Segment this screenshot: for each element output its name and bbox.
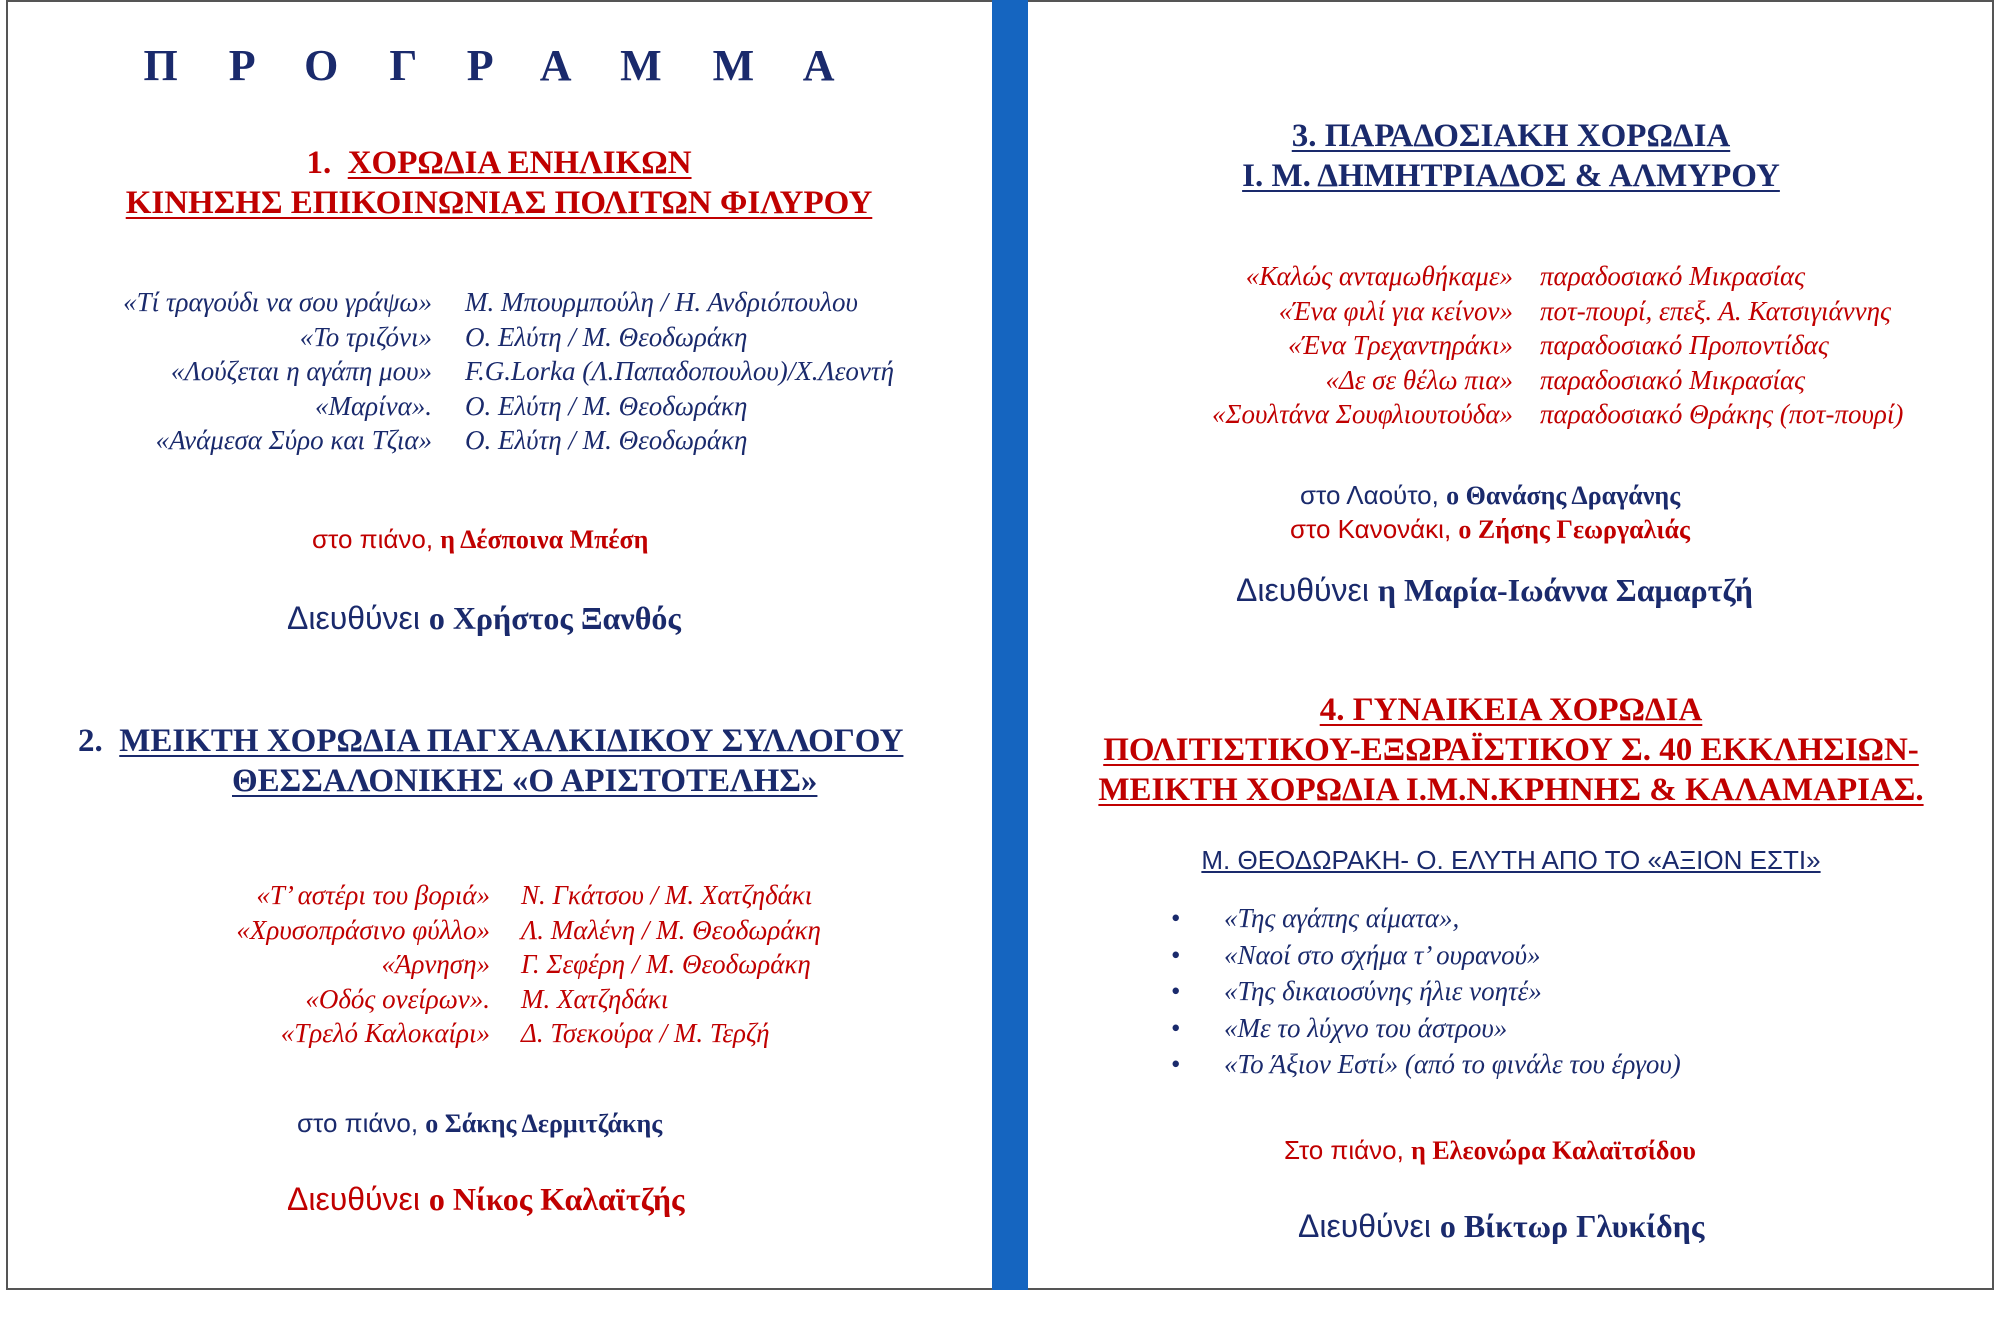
list-item: • «Με το λύχνο του άστρου» xyxy=(1224,1010,1681,1047)
section1-heading xyxy=(6,143,992,223)
section2-piano: στο πιάνο, ο Σάκης Δερμιτζάκης xyxy=(297,1108,663,1138)
list-item: • «Το Άξιον Εστί» (από το φινάλε του έργου) xyxy=(1224,1046,1681,1083)
center-spine xyxy=(992,0,1028,1290)
section1-song-credits xyxy=(465,285,894,458)
song-credit: Ο. Ελύτη / Μ. Θεοδωράκη xyxy=(465,425,748,455)
song-credit: F.G.Lorka (Λ.Παπαδοπουλου)/Χ.Λεοντή xyxy=(465,356,894,386)
section2-heading xyxy=(78,721,903,761)
song-credit: παραδοσιακό Μικρασίας xyxy=(1540,261,1806,291)
section4-line3: ΜΕΙΚΤΗ ΧΟΡΩΔΙΑ Ι.Μ.Ν.ΚΡΗΝΗΣ & ΚΑΛΑΜΑΡΙΑΣ. xyxy=(1098,772,1924,808)
section4-piano: Στο πιάνο, η Ελεονώρα Καλαϊτσίδου xyxy=(1284,1135,1696,1165)
section1-line1: ΧΟΡΩΔΙΑ ΕΝΗΛΙΚΩΝ xyxy=(347,145,692,181)
list-item: • «Της αγάπης αίματα», xyxy=(1224,900,1681,937)
song-credit: Μ. Μπουρμπούλη / Η. Ανδριόπουλου xyxy=(465,287,858,317)
song-credit: Ο. Ελύτη / Μ. Θεοδωράκη xyxy=(465,321,748,352)
song-title: «Δε σε θέλω πια» xyxy=(1325,364,1513,395)
section3-song-credits xyxy=(1540,259,1903,432)
section3-director: Διευθύνει η Μαρία-Ιωάννα Σαμαρτζή xyxy=(1236,572,1753,608)
section3-song-titles xyxy=(1100,259,1513,432)
song-credit: Γ. Σεφέρη / Μ. Θεοδωράκη xyxy=(521,949,811,979)
section2-number: 2. xyxy=(78,723,103,759)
page-title: Π Ρ Ο Γ Ρ Α Μ Μ Α xyxy=(143,41,855,90)
section2-song-titles xyxy=(90,878,490,1051)
section4-line2: ΠΟΛΙΤΙΣΤΙΚΟΥ-ΕΞΩΡΑΪΣΤΙΚΟΥ Σ. 40 ΕΚΚΛΗΣΙΩΝ- xyxy=(1103,732,1919,768)
section4-subtitle: Μ. ΘΕΟΔΩΡΑΚΗ- Ο. ΕΛΥΤΗ ΑΠΟ ΤΟ «ΑΞΙΟΝ ΕΣΤΙ» xyxy=(1201,845,1821,875)
song-credit: ποτ-πουρί, επεξ. Α. Κατσιγιάννης xyxy=(1540,295,1891,326)
song-title: «Σουλτάνα Σουφλιουτούδα» xyxy=(1211,399,1513,429)
section1-piano: στο πιάνο, η Δέσποινα Μπέση xyxy=(312,524,649,554)
song-title: «Ανάμεσα Σύρο και Τζια» xyxy=(155,425,432,455)
song-credit: Δ. Τσεκούρα / Μ. Τερζή xyxy=(521,1018,770,1048)
song-title: «Τί τραγούδι να σου γράψω» xyxy=(123,287,432,317)
song-credit: παραδοσιακό Προποντίδας xyxy=(1540,330,1829,360)
song-credit: Ο. Ελύτη / Μ. Θεοδωράκη xyxy=(465,390,748,421)
song-credit: Ν. Γκάτσου / Μ. Χατζηδάκι xyxy=(521,880,813,910)
section4-heading xyxy=(1028,690,1994,810)
section2-heading-line2: ΘΕΣΣΑΛΟΝΙΚΗΣ «Ο ΑΡΙΣΤΟΤΕΛΗΣ» xyxy=(232,763,818,799)
song-title: «Χρυσοπράσινο φύλλο» xyxy=(236,914,490,945)
section3-lute: στο Λαούτο, ο Θανάσης Δραγάνης xyxy=(1300,480,1681,510)
song-title: «Το τριζόνι» xyxy=(299,321,432,352)
song-title: «Ένα Τρεχαντηράκι» xyxy=(1288,330,1513,360)
section1-director: Διευθύνει ο Χρήστος Ξανθός xyxy=(287,600,681,636)
song-credit: παραδοσιακό Θράκης (ποτ-πουρί) xyxy=(1540,399,1904,429)
section3-kanonaki: στο Κανονάκι, ο Ζήσης Γεωργαλιάς xyxy=(1290,514,1690,544)
song-title: «Καλώς ανταμωθήκαμε» xyxy=(1245,261,1513,291)
section1-number: 1. xyxy=(306,145,332,181)
song-credit: Λ. Μαλένη / Μ. Θεοδωράκη xyxy=(521,914,821,945)
section4-song-list xyxy=(1224,900,1681,1083)
song-credit: Μ. Χατζηδάκι xyxy=(521,983,669,1014)
song-title: «Οδός ονείρων». xyxy=(305,983,490,1014)
section2-song-credits xyxy=(521,878,821,1051)
section1-line2: ΚΙΝΗΣΗΣ ΕΠΙΚΟΙΝΩΝΙΑΣ ΠΟΛΙΤΩΝ ΦΙΛΥΡΟΥ xyxy=(125,185,873,221)
section3-line1: 3. ΠΑΡΑΔΟΣΙΑΚΗ ΧΟΡΩΔΙΑ xyxy=(1291,118,1731,154)
song-title: «Ένα φιλί για κείνον» xyxy=(1278,295,1513,326)
list-item: • «Ναοί στο σχήμα τ’ ουρανού» xyxy=(1224,937,1681,974)
section3-line2: Ι. Μ. ΔΗΜΗΤΡΙΑΔΟΣ & ΑΛΜΥΡΟΥ xyxy=(1242,158,1780,194)
section2-director: Διευθύνει ο Νίκος Καλαϊτζής xyxy=(287,1181,685,1217)
section1-song-titles xyxy=(30,285,432,458)
list-item: • «Της δικαιοσύνης ήλιε νοητέ» xyxy=(1224,973,1681,1010)
song-title: «Τ’ αστέρι του βοριά» xyxy=(256,880,490,910)
section2-line1: ΜΕΙΚΤΗ ΧΟΡΩΔΙΑ ΠΑΓΧΑΛΚΙΔΙΚΟΥ ΣΥΛΛΟΓΟΥ xyxy=(119,723,904,759)
song-title: «Άρνηση» xyxy=(381,949,490,979)
section4-line1: 4. ΓΥΝΑΙΚΕΙΑ ΧΟΡΩΔΙΑ xyxy=(1319,692,1703,728)
song-title: «Μαρίνα». xyxy=(314,390,432,421)
song-title: «Τρελό Καλοκαίρι» xyxy=(280,1018,490,1048)
song-title: «Λούζεται η αγάπη μου» xyxy=(170,356,432,386)
song-credit: παραδοσιακό Μικρασίας xyxy=(1540,364,1806,395)
section3-heading xyxy=(1028,116,1994,196)
section4-director: Διευθύνει ο Βίκτωρ Γλυκίδης xyxy=(1298,1208,1705,1244)
